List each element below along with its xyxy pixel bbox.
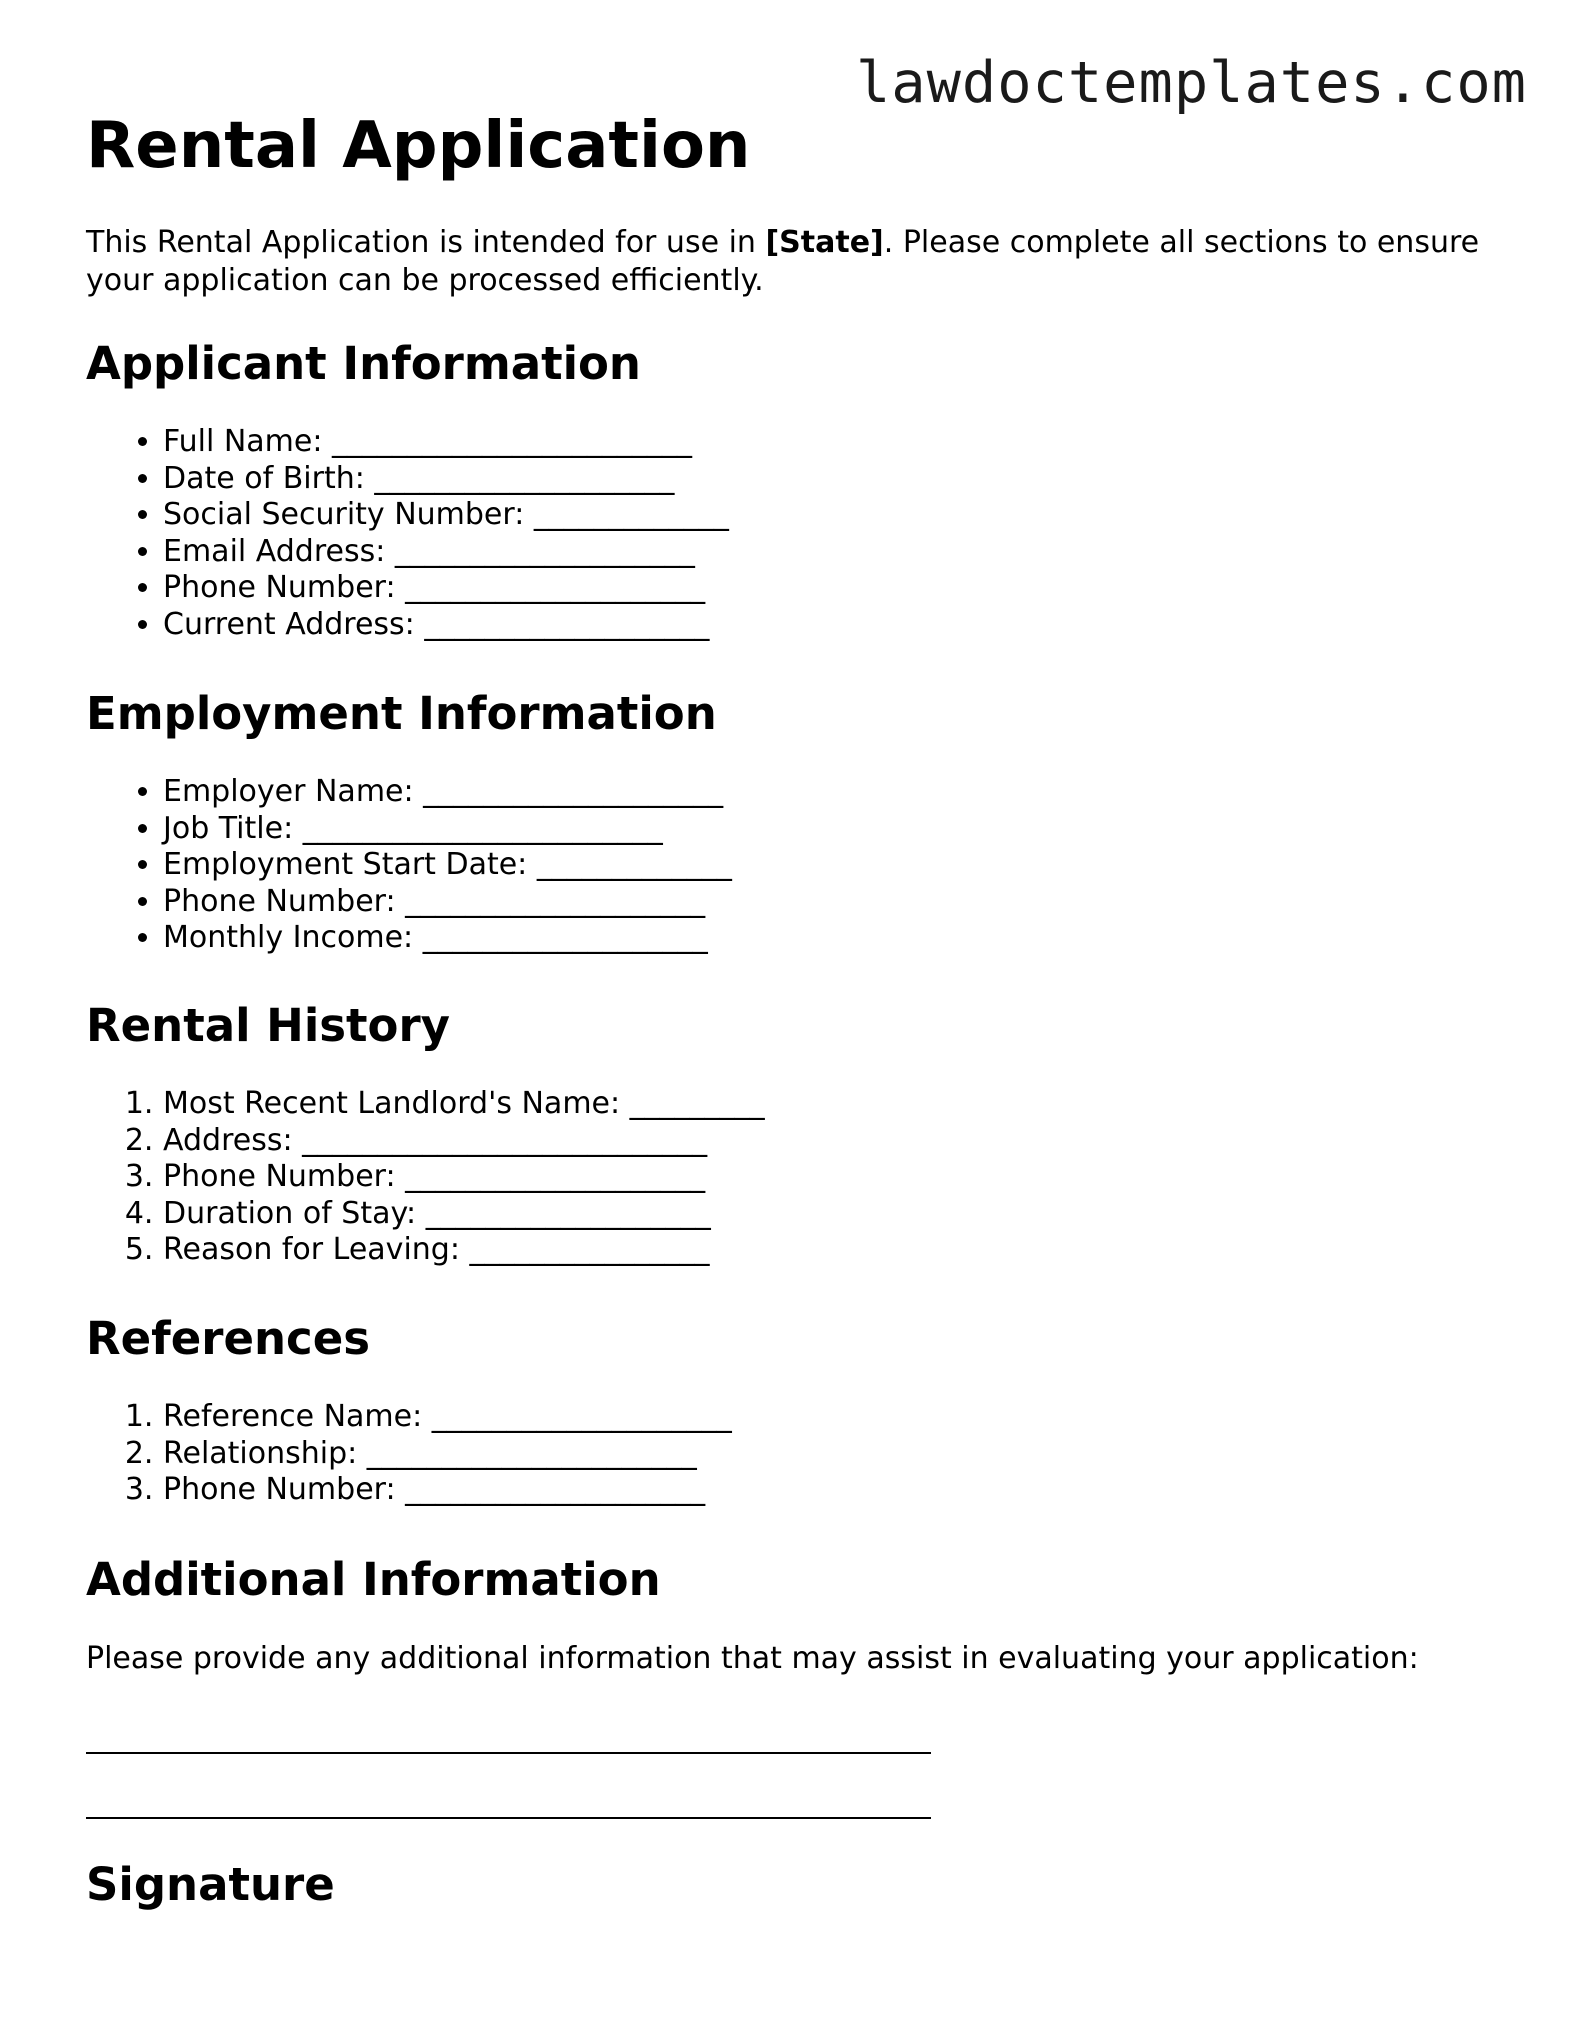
employment-field-list [86, 774, 1506, 957]
field-reason-for-leaving[interactable]: 5. Reason for Leaving: ________________ [163, 1232, 1506, 1269]
additional-info-prompt: Please provide any additional information that may assist in evaluating your application: [86, 1641, 1419, 1676]
section-rental-history [86, 998, 1506, 1269]
field-job-title[interactable]: • Job Title: ________________________ [163, 811, 1506, 848]
field-ssn[interactable]: • Social Security Number: _____________ [163, 497, 1506, 534]
intro-text-after: . Please complete all sections to ensure your application can be processed efficiently. [86, 225, 1480, 298]
field-monthly-income[interactable]: • Monthly Income: ___________________ [163, 920, 1506, 957]
field-reference-phone[interactable]: 3. Phone Number: ____________________ [163, 1472, 1506, 1509]
field-phone[interactable]: • Phone Number: ____________________ [163, 570, 1506, 607]
field-duration-of-stay[interactable]: 4. Duration of Stay: ___________________ [163, 1196, 1506, 1233]
intro-text-before: This Rental Application is intended for use in [86, 225, 766, 260]
section-heading: Additional Information [86, 1553, 661, 1606]
field-employer-name[interactable]: • Employer Name: ____________________ [163, 774, 1506, 811]
field-landlord-name[interactable]: 1. Most Recent Landlord's Name: _________ [163, 1086, 1506, 1123]
section-references [86, 1311, 1506, 1509]
section-signature [86, 1857, 1506, 1913]
intro-paragraph [86, 224, 1506, 300]
field-employment-start-date[interactable]: • Employment Start Date: _____________ [163, 847, 1506, 884]
site-watermark: lawdoctemplates.com [855, 50, 1527, 116]
applicant-field-list [86, 424, 1506, 644]
field-date-of-birth[interactable]: • Date of Birth: ____________________ [163, 461, 1506, 498]
page-title: Rental Application [86, 109, 751, 183]
field-current-address[interactable]: • Current Address: ___________________ [163, 607, 1506, 644]
field-landlord-phone[interactable]: 3. Phone Number: ____________________ [163, 1159, 1506, 1196]
section-heading: Employment Information [86, 687, 717, 740]
section-employment-information [86, 686, 1506, 957]
field-relationship[interactable]: 2. Relationship: ______________________ [163, 1436, 1506, 1473]
rental-history-field-list [86, 1086, 1506, 1269]
field-reference-name[interactable]: 1. Reference Name: ____________________ [163, 1399, 1506, 1436]
section-applicant-information [86, 336, 1506, 644]
state-placeholder: [State] [765, 225, 884, 260]
section-heading: Applicant Information [86, 337, 641, 390]
field-employer-phone[interactable]: • Phone Number: ____________________ [163, 884, 1506, 921]
references-field-list [86, 1399, 1506, 1509]
section-heading: Signature [86, 1858, 335, 1911]
section-heading: Rental History [86, 999, 450, 1052]
section-additional-information [86, 1552, 1506, 1678]
field-rental-address[interactable]: 2. Address: ___________________________ [163, 1123, 1506, 1160]
additional-info-blank-line-2[interactable] [86, 1817, 931, 1819]
field-email[interactable]: • Email Address: ____________________ [163, 534, 1506, 571]
section-heading: References [86, 1312, 370, 1365]
additional-info-blank-line-1[interactable] [86, 1752, 931, 1754]
field-full-name[interactable]: • Full Name: ________________________ [163, 424, 1506, 461]
